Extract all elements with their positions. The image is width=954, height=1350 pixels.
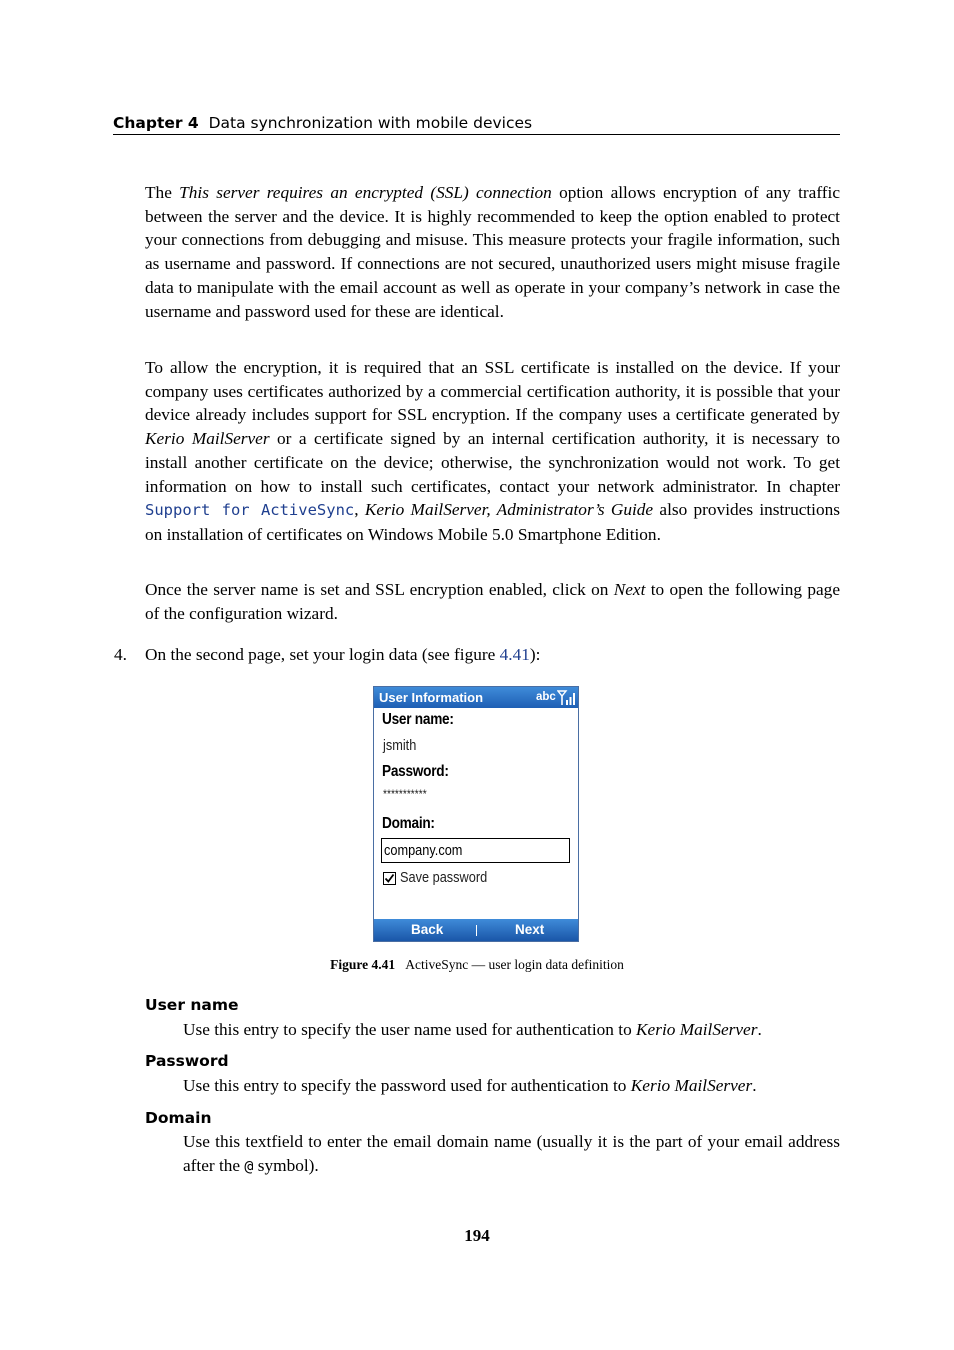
product-name: Kerio MailServer xyxy=(630,1076,753,1095)
term-domain: Domain xyxy=(145,1109,212,1127)
text: symbol). xyxy=(253,1155,319,1175)
page-number: 194 xyxy=(464,1226,490,1245)
paragraph-certificate xyxy=(145,356,840,547)
figure-caption xyxy=(0,957,954,973)
figure-caption-text: ActiveSync — user login data definition xyxy=(405,957,624,972)
next-softkey[interactable]: Next xyxy=(515,922,545,937)
text: . xyxy=(757,1020,762,1039)
text: option allows encryption of any traffic between the server and the device. It is highly recommended to keep the option enabled to protect your connections from debugging and misuse. This measure protects your fragile information, such as username and password. If connections are not secured, unauthorized users might misuse fragile data to manipulate with the email account as well as operate in your company’s network in case the username and password used for these are identical. xyxy=(145,183,840,321)
save-password-checkbox[interactable] xyxy=(383,872,396,885)
term-user-name: User name xyxy=(145,996,239,1014)
text: to open the following page of the configuration wizard. xyxy=(145,580,840,623)
paragraph-next xyxy=(145,578,840,625)
text: Use this textfield to enter the email domain name (usually it is the part of your email address after the xyxy=(183,1132,840,1175)
text: Use this entry to specify the user name used for authentication to xyxy=(183,1020,637,1039)
at-symbol: @ xyxy=(244,1156,254,1175)
text: . xyxy=(752,1076,757,1095)
text: , xyxy=(354,500,365,520)
domain-label: Domain: xyxy=(382,815,435,832)
username-label: User name: xyxy=(382,711,454,728)
text: or a certificate signed by an internal certification authority, it is necessary to install another certificate on the device; otherwise, the synchronization would not work. To get information on how to install such certificates, contact your network administrator. In chapter xyxy=(145,429,840,496)
back-softkey[interactable]: Back xyxy=(411,922,444,937)
chapter-label: Chapter 4 xyxy=(113,114,199,132)
username-field[interactable]: jsmith xyxy=(383,737,417,754)
definition-domain xyxy=(183,1130,840,1178)
figure-ref-link[interactable]: 4.41 xyxy=(499,645,530,664)
next-term: Next xyxy=(613,580,646,599)
product-name: Kerio MailServer xyxy=(636,1020,758,1039)
definition-password xyxy=(183,1074,840,1098)
domain-field[interactable] xyxy=(381,838,570,863)
signal-strength-icon xyxy=(557,690,577,706)
softkey-bar xyxy=(374,919,578,941)
text: On the second page, set your login data (see figure xyxy=(145,645,500,664)
chapter-title: Data synchronization with mobile devices xyxy=(208,114,533,132)
text: The xyxy=(145,183,180,202)
phone-title-bar xyxy=(374,687,578,708)
guide-title: Kerio MailServer, Administrator’s Guide xyxy=(364,500,654,520)
chapter-link[interactable]: Support for ActiveSync xyxy=(145,501,355,520)
text: also provides instructions on installation of certificates on Windows Mobile 5.0 Smartphone Edition. xyxy=(145,500,840,544)
softkey-divider xyxy=(476,925,477,936)
text: To allow the encryption, it is required that an SSL certificate is installed on the device. If your company uses certificates authorized by a commercial certification authority, it is possible that your device already includes support for SSL encryption. If the company uses a certificate generated by xyxy=(145,358,840,425)
definition-user-name xyxy=(183,1018,840,1042)
list-item-text xyxy=(145,643,840,667)
save-password-label: Save password xyxy=(400,869,488,886)
product-name: Kerio MailServer xyxy=(145,429,270,449)
input-mode-indicator: abc xyxy=(536,691,556,703)
running-header xyxy=(113,114,840,135)
option-name: This server requires an encrypted (SSL) connection xyxy=(179,183,552,202)
paragraph-ssl-option xyxy=(145,181,840,323)
phone-screenshot xyxy=(373,686,579,942)
phone-title: User Information xyxy=(379,690,484,705)
password-label: Password: xyxy=(382,763,449,780)
checkmark-icon xyxy=(384,873,395,884)
list-item-number: 4. xyxy=(114,645,127,664)
term-password: Password xyxy=(145,1052,229,1070)
text: ): xyxy=(529,645,541,664)
domain-value: company.com xyxy=(384,842,463,859)
text: Once the server name is set and SSL encryption enabled, click on xyxy=(145,580,614,599)
text: Use this entry to specify the password used for authentication to xyxy=(183,1076,631,1095)
password-field[interactable]: *********** xyxy=(383,787,427,801)
figure-label: Figure 4.41 xyxy=(330,957,396,972)
